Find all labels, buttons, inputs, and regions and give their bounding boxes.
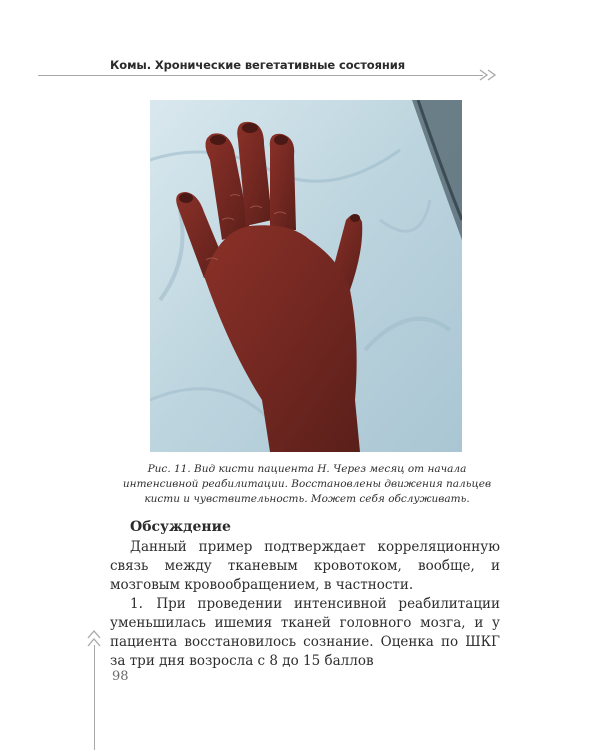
- hand-photo-illustration: [150, 100, 462, 452]
- page-number: 98: [112, 669, 129, 684]
- hand-photo: [150, 100, 462, 452]
- paragraph-2: 1. При проведении интенсивной реабилитации уменьшилась ишемия тканей головного мозга, и у пациента восстановилось сознание. Оценка по ШКГ за три дня возросла с 8 до 15 баллов: [110, 596, 500, 669]
- section-title: Обсуждение: [130, 519, 231, 535]
- double-chevron-up-icon: [86, 628, 102, 654]
- body-text: [110, 538, 500, 671]
- paragraph-1: Данный пример подтверждает корреляционную связь между тканевым кровотоком, вообще, и мозговым кровообращением, в частности.: [110, 539, 500, 593]
- figure-caption: Рис. 11. Вид кисти пациента Н. Через месяц от начала интенсивной реабилитации. Восстановлены движения пальцев кисти и чувствительность. Может себя обслуживать.: [122, 463, 492, 505]
- header-divider: [38, 75, 483, 76]
- double-chevron-right-icon: [478, 68, 500, 82]
- running-header: Комы. Хронические вегетативные состояния: [110, 58, 405, 72]
- margin-divider: [94, 645, 95, 750]
